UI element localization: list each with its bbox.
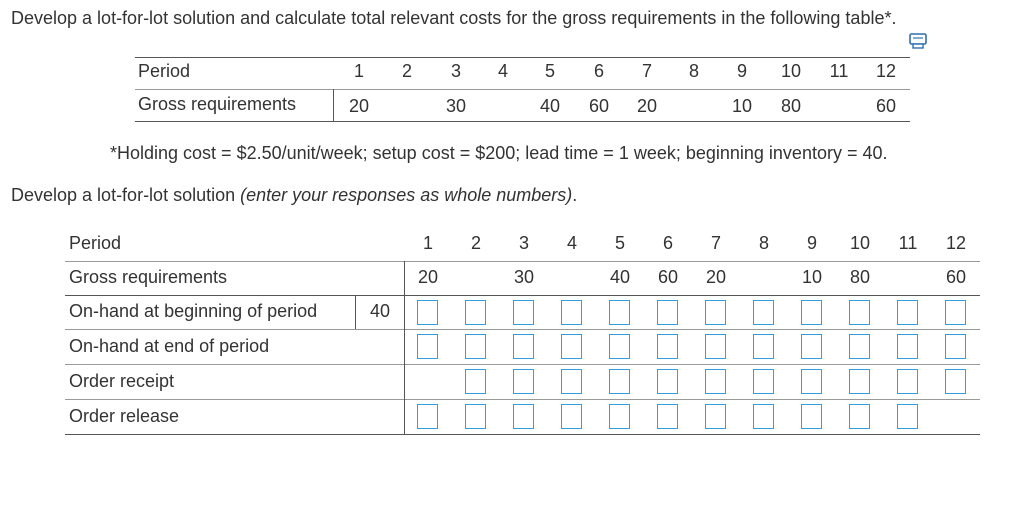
order-receipt-input-5[interactable] <box>609 369 630 394</box>
order-release-input-7[interactable] <box>705 404 726 429</box>
subprompt-italic: (enter your responses as whole numbers) <box>240 185 573 205</box>
on-hand-end-input-10[interactable] <box>849 334 870 359</box>
order-release-input-5[interactable] <box>609 404 630 429</box>
gross-requirement-12: 60 <box>945 267 967 287</box>
subprompt-end: . <box>572 185 578 205</box>
given-period-9: 9 <box>736 61 747 81</box>
order-release-input-11[interactable] <box>897 404 918 429</box>
on-hand-begin-input-2[interactable] <box>465 300 486 325</box>
on-hand-begin-input-3[interactable] <box>513 300 534 325</box>
period-header-5: 5 <box>614 233 625 253</box>
on-hand-end-input-12[interactable] <box>945 334 966 359</box>
order-release-input-4[interactable] <box>561 404 582 429</box>
order-receipt-input-10[interactable] <box>849 369 870 394</box>
on-hand-begin-input-10[interactable] <box>849 300 870 325</box>
on-hand-end-input-4[interactable] <box>561 334 582 359</box>
order-receipt-input-4[interactable] <box>561 369 582 394</box>
order-receipt-input-9[interactable] <box>801 369 822 394</box>
row-label-on-hand-begin: On-hand at beginning of period <box>69 301 318 321</box>
period-header-2: 2 <box>470 233 481 253</box>
row-label-period: Period <box>69 233 122 253</box>
period-header-12: 12 <box>945 233 967 253</box>
gross-requirement-1: 20 <box>417 267 439 287</box>
given-gross-10: 80 <box>780 96 802 116</box>
period-header-1: 1 <box>422 233 433 253</box>
on-hand-end-input-1[interactable] <box>417 334 438 359</box>
order-release-input-1[interactable] <box>417 404 438 429</box>
order-receipt-input-11[interactable] <box>897 369 918 394</box>
on-hand-end-input-8[interactable] <box>753 334 774 359</box>
subprompt-main: Develop a lot-for-lot solution <box>11 185 241 205</box>
period-header-6: 6 <box>662 233 673 253</box>
given-gross-label: Gross requirements <box>138 94 297 114</box>
row-label-order-release: Order release <box>69 406 180 426</box>
on-hand-end-input-11[interactable] <box>897 334 918 359</box>
period-header-4: 4 <box>566 233 577 253</box>
order-receipt-input-8[interactable] <box>753 369 774 394</box>
on-hand-begin-input-9[interactable] <box>801 300 822 325</box>
gross-requirement-3: 30 <box>513 267 535 287</box>
order-release-input-3[interactable] <box>513 404 534 429</box>
gross-requirement-6: 60 <box>657 267 679 287</box>
gross-requirement-10: 80 <box>849 267 871 287</box>
period-header-7: 7 <box>710 233 721 253</box>
given-period-5: 5 <box>544 61 555 81</box>
order-receipt-input-12[interactable] <box>945 369 966 394</box>
order-receipt-input-6[interactable] <box>657 369 678 394</box>
given-gross-3: 30 <box>445 96 467 116</box>
row-label-gross: Gross requirements <box>69 267 228 287</box>
on-hand-end-input-6[interactable] <box>657 334 678 359</box>
gross-requirement-7: 20 <box>705 267 727 287</box>
row-label-order-receipt: Order receipt <box>69 371 175 391</box>
on-hand-begin-input-8[interactable] <box>753 300 774 325</box>
period-header-10: 10 <box>849 233 871 253</box>
on-hand-end-input-5[interactable] <box>609 334 630 359</box>
gross-requirement-9: 10 <box>801 267 823 287</box>
order-release-input-10[interactable] <box>849 404 870 429</box>
period-header-9: 9 <box>806 233 817 253</box>
print-icon[interactable] <box>909 33 927 49</box>
period-header-11: 11 <box>898 233 918 253</box>
period-header-3: 3 <box>518 233 529 253</box>
on-hand-begin-input-6[interactable] <box>657 300 678 325</box>
period-header-8: 8 <box>758 233 769 253</box>
gross-requirement-5: 40 <box>609 267 631 287</box>
order-receipt-input-3[interactable] <box>513 369 534 394</box>
order-release-input-9[interactable] <box>801 404 822 429</box>
on-hand-begin-input-5[interactable] <box>609 300 630 325</box>
given-period-4: 4 <box>497 61 508 81</box>
given-period-label: Period <box>138 61 191 81</box>
given-gross-7: 20 <box>636 96 658 116</box>
given-gross-12: 60 <box>875 96 897 116</box>
given-period-12: 12 <box>875 61 897 81</box>
given-period-8: 8 <box>688 61 699 81</box>
on-hand-end-input-9[interactable] <box>801 334 822 359</box>
beginning-inventory-value: 40 <box>369 301 391 321</box>
on-hand-begin-input-4[interactable] <box>561 300 582 325</box>
given-period-2: 2 <box>401 61 412 81</box>
given-period-3: 3 <box>450 61 461 81</box>
on-hand-end-input-2[interactable] <box>465 334 486 359</box>
on-hand-begin-input-1[interactable] <box>417 300 438 325</box>
given-gross-5: 40 <box>539 96 561 116</box>
given-period-11: 11 <box>829 61 849 81</box>
order-receipt-input-7[interactable] <box>705 369 726 394</box>
given-gross-6: 60 <box>588 96 610 116</box>
on-hand-begin-input-7[interactable] <box>705 300 726 325</box>
question-instruction: Develop a lot-for-lot solution and calculate total relevant costs for the gross requirements in the following table*. <box>11 8 897 28</box>
given-period-1: 1 <box>353 61 364 81</box>
order-release-input-8[interactable] <box>753 404 774 429</box>
given-gross-9: 10 <box>731 96 753 116</box>
order-release-input-2[interactable] <box>465 404 486 429</box>
given-period-10: 10 <box>780 61 802 81</box>
footnote: *Holding cost = $2.50/unit/week; setup cost = $200; lead time = 1 week; beginning inventory = 40. <box>110 143 888 163</box>
on-hand-end-input-3[interactable] <box>513 334 534 359</box>
subprompt <box>11 185 577 206</box>
given-period-7: 7 <box>641 61 652 81</box>
on-hand-begin-input-12[interactable] <box>945 300 966 325</box>
on-hand-begin-input-11[interactable] <box>897 300 918 325</box>
on-hand-end-input-7[interactable] <box>705 334 726 359</box>
row-label-on-hand-end: On-hand at end of period <box>69 336 270 356</box>
given-gross-1: 20 <box>348 96 370 116</box>
given-period-6: 6 <box>593 61 604 81</box>
order-release-input-6[interactable] <box>657 404 678 429</box>
order-receipt-input-2[interactable] <box>465 369 486 394</box>
